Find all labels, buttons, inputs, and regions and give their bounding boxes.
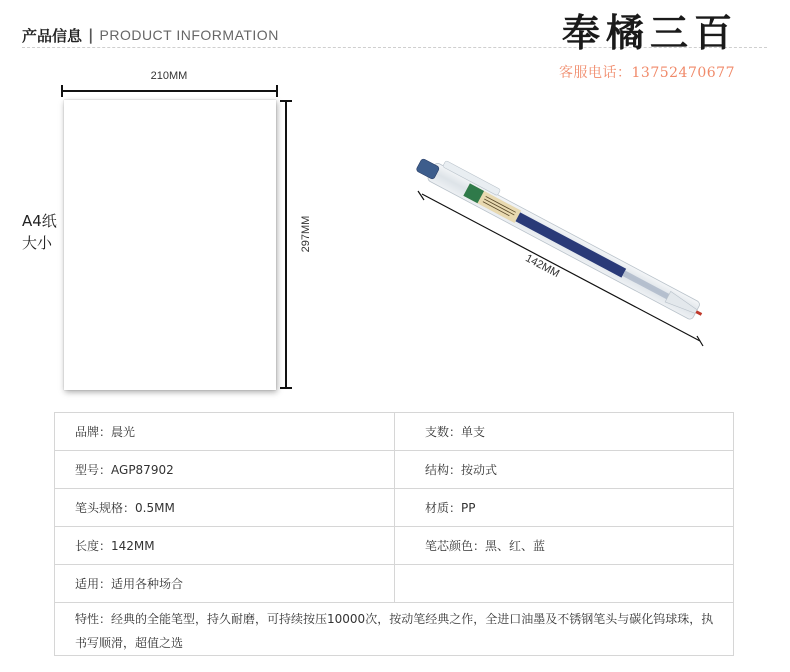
spec-cell-length: 长度：142MM [55, 527, 395, 565]
section-title-en: PRODUCT INFORMATION [99, 27, 279, 43]
table-row [55, 565, 734, 603]
paper-width-dimension-line [62, 90, 278, 92]
a4-caption-line2: 大小 [22, 234, 53, 252]
a4-caption [22, 210, 57, 254]
spec-cell-features: 特性：经典的全能笔型，持久耐磨，可持续按压10000次，按动笔经典之作，全进口油墨及不锈钢笔头与碳化钨球珠，执书写顺滑，超值之选 [55, 603, 734, 656]
pen-illustration [410, 150, 730, 360]
spec-cell-ink-color: 笔芯颜色：黑、红、蓝 [395, 527, 734, 565]
table-row [55, 603, 734, 656]
a4-paper-illustration [64, 100, 276, 390]
table-row [55, 413, 734, 451]
spec-table [54, 412, 734, 656]
paper-height-dimension-line [285, 101, 287, 389]
pen-body [414, 150, 709, 323]
spec-cell-brand: 品牌：晨光 [55, 413, 395, 451]
title-separator: | [88, 26, 94, 44]
paper-height-label: 297MM [300, 215, 312, 253]
spec-cell-count: 支数：单支 [395, 413, 734, 451]
section-title-cn: 产品信息 [22, 26, 83, 45]
section-header [22, 24, 279, 46]
customer-service-phone: 客服电话：13752470677 [559, 65, 735, 81]
table-row [55, 527, 734, 565]
brand-block [530, 10, 770, 82]
a4-caption-line1: A4纸 [22, 212, 57, 230]
spec-cell-model: 型号：AGP87902 [55, 451, 395, 489]
pen-length-label: 142MM [523, 252, 562, 281]
pen-svg [410, 150, 730, 360]
dimension-tick [280, 387, 292, 389]
brand-logo: 奉橘三百 [561, 10, 738, 55]
paper-width-label: 210MM [150, 70, 188, 82]
spec-cell-usage: 适用：适用各种场合 [55, 565, 395, 603]
spec-cell-material: 材质：PP [395, 489, 734, 527]
table-row [55, 451, 734, 489]
spec-cell-structure: 结构：按动式 [395, 451, 734, 489]
dimension-tick [276, 85, 278, 97]
spec-cell-empty [395, 565, 734, 603]
table-row [55, 489, 734, 527]
spec-cell-tip: 笔头规格：0.5MM [55, 489, 395, 527]
